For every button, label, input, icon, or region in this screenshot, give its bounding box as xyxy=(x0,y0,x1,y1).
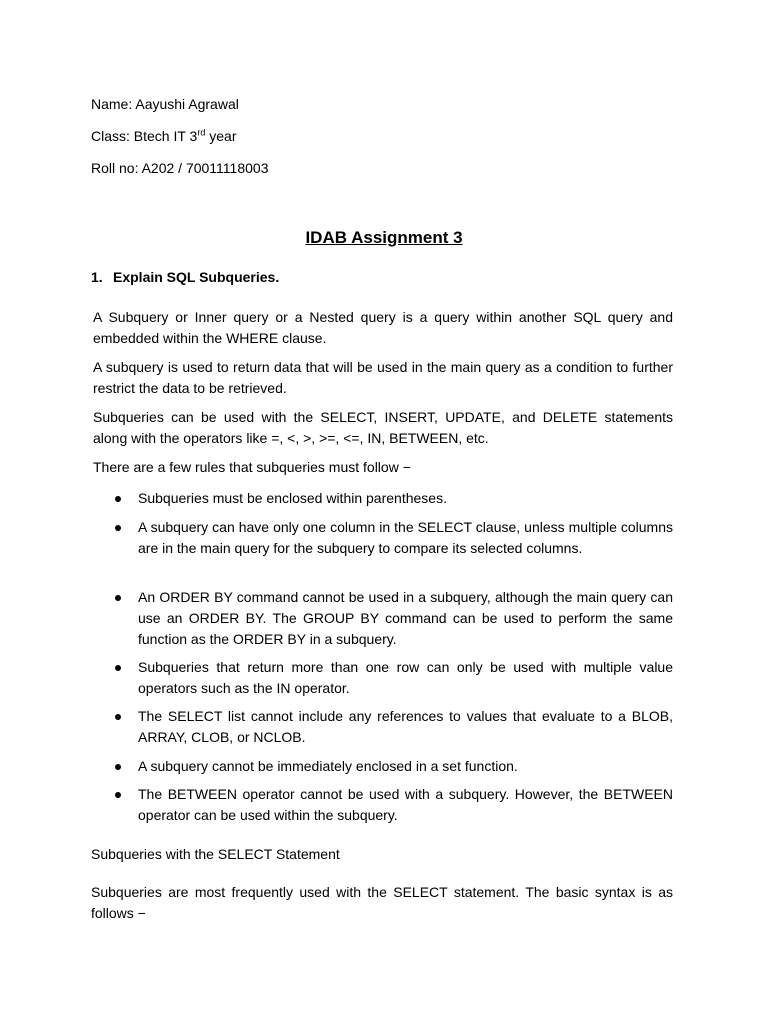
list-item-text: A subquery can have only one column in the SELECT clause, unless multiple columns are in the main query for the subquery to compare its selected columns. xyxy=(138,519,673,556)
class-suffix: year xyxy=(205,128,237,144)
bullet-icon xyxy=(115,764,121,770)
list-item-text: An ORDER BY command cannot be used in a subquery, although the main query can use an ORDER BY. The GROUP BY command can be used to perform the same function as the ORDER BY in a subquery. xyxy=(138,589,673,647)
roll-number: Roll no: A202 / 70011118003 xyxy=(91,160,269,176)
bullet-icon xyxy=(115,792,121,798)
list-item xyxy=(113,706,673,748)
list-item xyxy=(113,657,673,699)
list-item-text: A subquery cannot be immediately enclosed in a set function. xyxy=(138,758,518,774)
question-heading xyxy=(91,269,279,285)
section-subheading: Subqueries with the SELECT Statement xyxy=(91,846,340,862)
bullet-icon xyxy=(115,496,121,502)
list-item-text: The SELECT list cannot include any references to values that evaluate to a BLOB, ARRAY, CLOB, or NCLOB. xyxy=(138,708,673,745)
list-item-text: Subqueries must be enclosed within parentheses. xyxy=(138,490,447,506)
list-item-text: The BETWEEN operator cannot be used with a subquery. However, the BETWEEN operator can be used within the subquery. xyxy=(138,786,673,823)
list-item xyxy=(113,517,673,559)
list-item xyxy=(113,756,673,777)
class-prefix: Class: Btech IT 3 xyxy=(91,128,198,144)
student-name: Name: Aayushi Agrawal xyxy=(91,96,239,112)
paragraph: A subquery is used to return data that will be used in the main query as a condition to further restrict the data to be retrieved. xyxy=(93,359,673,396)
bullet-icon xyxy=(115,714,121,720)
list-item-text: Subqueries that return more than one row can only be used with multiple value operators such as the IN operator. xyxy=(138,659,673,696)
document-title: IDAB Assignment 3 xyxy=(305,228,463,247)
bullet-icon xyxy=(115,665,121,671)
bullet-icon xyxy=(115,595,121,601)
list-item xyxy=(113,488,673,509)
student-class xyxy=(91,128,236,144)
list-item xyxy=(113,784,673,826)
class-superscript: rd xyxy=(197,127,206,138)
list-item xyxy=(113,587,673,650)
question-text: Explain SQL Subqueries. xyxy=(113,269,280,285)
paragraph: There are a few rules that subqueries must follow − xyxy=(93,459,411,475)
bullet-icon xyxy=(115,525,121,531)
closing-paragraph: Subqueries are most frequently used with the SELECT statement. The basic syntax is as follows − xyxy=(91,884,673,921)
paragraph: A Subquery or Inner query or a Nested query is a query within another SQL query and embedded within the WHERE clause. xyxy=(93,309,673,346)
paragraph: Subqueries can be used with the SELECT, INSERT, UPDATE, and DELETE statements along with the operators like =, <, >, >=, <=, IN, BETWEEN, etc. xyxy=(93,409,673,446)
question-number: 1. xyxy=(91,269,103,285)
